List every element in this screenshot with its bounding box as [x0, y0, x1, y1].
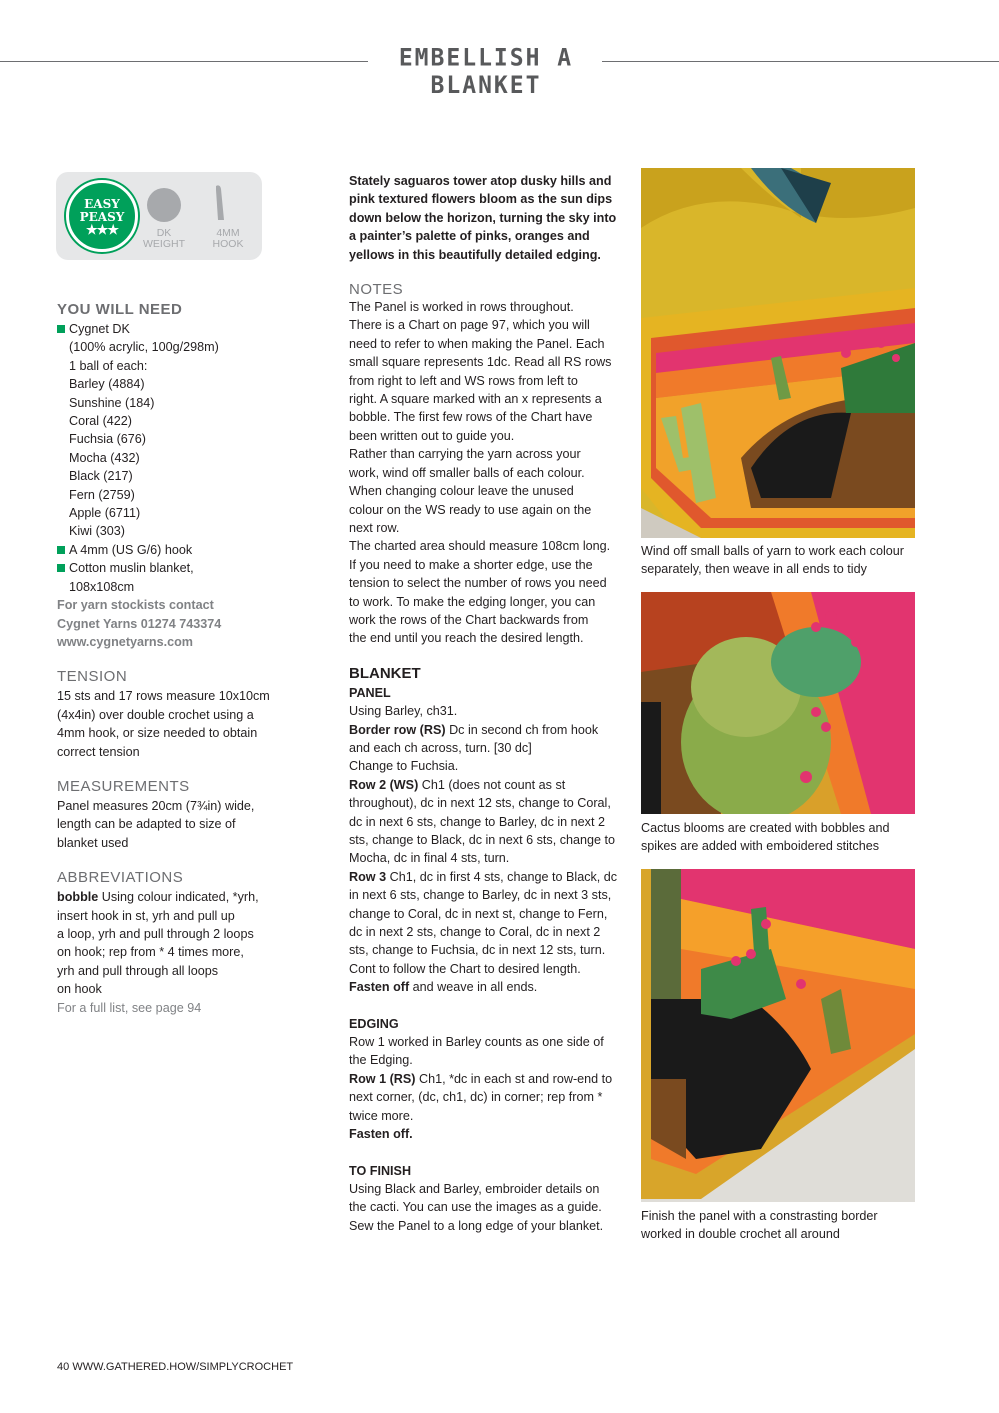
tension-line: 15 sts and 17 rows measure 10x10cm: [57, 689, 270, 704]
caption-line: worked in double crochet all around: [641, 1227, 840, 1242]
panel-line: Using Barley, ch31.: [349, 704, 458, 719]
section-title: EMBELLISH A BLANKET: [398, 44, 574, 100]
to-finish-line: Using Black and Barley, embroider details on: [349, 1181, 600, 1196]
notes-line: right. A square marked with an x represents a: [349, 392, 602, 407]
edging-line: next corner, (dc, ch1, dc) in corner; rep from *: [349, 1090, 603, 1105]
abbreviations-heading: ABBREVIATIONS: [57, 869, 184, 887]
edging-row-1-text: Ch1, *dc in each st and row-end to: [418, 1071, 613, 1086]
tension-line: 4mm hook, or size needed to obtain: [57, 726, 258, 741]
border-row-text: Dc in second ch from hook: [449, 722, 599, 737]
panel-line: Cont to follow the Chart to desired length.: [349, 961, 581, 976]
intro-line: Stately saguaros tower atop dusky hills and: [349, 174, 612, 188]
yarn-detail: Black (217): [69, 469, 133, 484]
footer-url[interactable]: WWW.GATHERED.HOW/SIMPLYCROCHET: [72, 1361, 294, 1373]
yarn-item: [57, 320, 297, 338]
blanket-text: Cotton muslin blanket,: [69, 561, 194, 576]
abbreviation-line: a loop, yrh and pull through 2 loops: [57, 926, 254, 941]
panel-line: sts, change to Fuchsia, dc in next 12 sts, turn.: [349, 943, 606, 958]
bullet-icon: [57, 546, 65, 554]
panel-line: Mocha, dc in final 4 sts, turn.: [349, 851, 510, 866]
blanket-heading: BLANKET: [349, 664, 421, 682]
yarn-detail: Barley (4884): [69, 377, 145, 392]
photo-border: [641, 869, 915, 1202]
edging-heading: EDGING: [349, 1016, 399, 1031]
caption-2: [641, 819, 921, 856]
notes-line: work, wind off smaller balls of each colour.: [349, 465, 585, 480]
notes-line: the end until you reach the desired length.: [349, 631, 584, 646]
panel-heading: PANEL: [349, 685, 391, 700]
edging-line: the Edging.: [349, 1053, 413, 1068]
panel-line: and each ch across, turn. [30 dc]: [349, 740, 532, 755]
notes-line: work the rows of the Chart backwards from: [349, 612, 589, 627]
panel-line: in next 6 sts, change to Barley, dc in next 3 sts,: [349, 888, 612, 903]
stockist-phone: Cygnet Yarns 01274 743374: [57, 616, 222, 631]
row-3-text: Ch1, dc in first 4 sts, change to Black, dc: [389, 869, 618, 884]
yarn-detail: Sunshine (184): [69, 395, 155, 410]
row-2-text: Ch1 (does not count as st: [421, 777, 566, 792]
fasten-off-text: and weave in all ends.: [412, 980, 538, 995]
notes-line: next row.: [349, 520, 400, 535]
row-3: [349, 868, 629, 886]
weight-label: [139, 228, 189, 250]
notes-line: Rather than carrying the yarn across your: [349, 447, 581, 462]
abbreviation-line: on hook; rep from * 4 times more,: [57, 945, 244, 960]
bullet-icon: [57, 564, 65, 572]
page-number: 40: [57, 1361, 70, 1373]
photo-cactus-edge: [641, 168, 915, 538]
row-2: [349, 776, 629, 794]
edging-fasten-off: Fasten off.: [349, 1127, 413, 1142]
notes-line: from right to left and WS rows from left to: [349, 373, 578, 388]
row-2-label: Row 2 (WS): [349, 777, 419, 792]
intro-line: down below the horizon, turning the sky into: [349, 210, 617, 225]
easy-peasy-icon: [66, 180, 138, 252]
yarn-detail: Fern (2759): [69, 487, 135, 502]
photo-cactus-blooms: [641, 592, 915, 814]
panel-line: dc in next 2 sts, change to Coral, dc in next 2: [349, 925, 601, 940]
notes-line: to work. To make the edging longer, you can: [349, 594, 596, 609]
measurements-line: blanket used: [57, 835, 129, 850]
stockist-link[interactable]: www.cygnetyarns.com: [57, 634, 194, 649]
header-rule-left: [0, 61, 368, 62]
measurements-line: Panel measures 20cm (7¾in) wide,: [57, 798, 255, 813]
border-row-label: Border row (RS): [349, 722, 446, 737]
weight-label-1: DK: [156, 227, 172, 239]
you-will-need-heading: YOU WILL NEED: [57, 301, 183, 318]
yarn-detail: Mocha (432): [69, 450, 140, 465]
yarn-detail: (100% acrylic, 100g/298m): [69, 340, 219, 355]
panel-line: change to Coral, dc in next st, change to Fern,: [349, 906, 608, 921]
caption-line: spikes are added with emboidered stitches: [641, 839, 880, 854]
abbreviation-line: yrh and pull through all loops: [57, 963, 219, 978]
hook-label-2: HOOK: [212, 238, 244, 250]
hook-label: [203, 228, 253, 250]
yarn-name: Cygnet DK: [69, 322, 130, 336]
yarn-detail: Kiwi (303): [69, 524, 125, 539]
tension-line: correct tension: [57, 744, 140, 759]
skill-line-2: PEASY: [79, 210, 125, 224]
abbreviation-bobble: [57, 888, 297, 906]
skill-stars: ★★★: [86, 223, 118, 238]
measurements-heading: MEASUREMENTS: [57, 777, 190, 795]
notes-line: tension to select the number of rows you need: [349, 576, 607, 591]
yarn-detail: Coral (422): [69, 414, 132, 429]
measurements-line: length can be adapted to size of: [57, 817, 236, 832]
yarn-detail: Fuchsia (676): [69, 432, 146, 447]
caption-line: separately, then weave in all ends to tidy: [641, 562, 867, 577]
hook-item: [57, 541, 297, 559]
skill-line-1: EASY: [84, 197, 120, 211]
blanket-item: [57, 559, 297, 577]
hook-label-1: 4MM: [216, 227, 240, 239]
left-column: [57, 300, 297, 1017]
intro-text: [349, 172, 629, 264]
abbreviation-line: insert hook in st, yrh and pull up: [57, 908, 235, 923]
caption-line: Finish the panel with a constrasting border: [641, 1209, 878, 1223]
bullet-icon: [57, 325, 65, 333]
hook-text: A 4mm (US G/6) hook: [69, 542, 193, 557]
footer: [57, 1361, 293, 1373]
caption-line: Wind off small balls of yarn to work each colour: [641, 544, 904, 558]
skill-badge: [56, 172, 262, 260]
yarn-ball-icon: [147, 188, 181, 222]
panel-line: Change to Fuchsia.: [349, 759, 459, 774]
notes-line: been written out to guide you.: [349, 428, 515, 443]
edging-line: Row 1 worked in Barley counts as one side of: [349, 1035, 604, 1050]
to-finish-heading: TO FINISH: [349, 1163, 412, 1178]
to-finish-line: Sew the Panel to a long edge of your blanket.: [349, 1218, 604, 1233]
notes-line: If you need to make a shorter edge, use the: [349, 557, 593, 572]
border-row: [349, 721, 629, 739]
fasten-off-label: Fasten off: [349, 980, 410, 995]
notes-line: small square represents 1dc. Read all RS rows: [349, 355, 612, 370]
notes-line: The charted area should measure 108cm long.: [349, 539, 611, 554]
middle-column: [349, 172, 629, 1235]
fasten-off: [349, 978, 629, 996]
notes-line: When changing colour leave the unused: [349, 484, 574, 499]
panel-line: throughout), dc in next 12 sts, change to Coral,: [349, 796, 611, 811]
edging-row-1: [349, 1070, 629, 1088]
notes-line: bobble. The first few rows of the Chart have: [349, 410, 593, 425]
yarn-detail: Apple (6711): [69, 506, 141, 521]
caption-3: [641, 1207, 921, 1244]
header-rule-right: [602, 61, 999, 62]
panel-line: dc in next 6 sts, change to Barley, dc in next 2: [349, 814, 605, 829]
stockist-text: For yarn stockists contact: [57, 598, 214, 613]
to-finish-line: the cacti. You can use the images as a guide.: [349, 1200, 602, 1215]
blanket-size: 108x108cm: [69, 579, 135, 594]
notes-line: colour on the WS ready to use again on the: [349, 502, 592, 517]
edging-row-1-label: Row 1 (RS): [349, 1071, 416, 1086]
notes-heading: NOTES: [349, 281, 404, 299]
caption-1: [641, 542, 921, 579]
notes-line: need to refer to when making the Panel. Each: [349, 336, 605, 351]
intro-line: pink textured flowers bloom as the sun dips: [349, 192, 613, 207]
notes-line: There is a Chart on page 97, which you will: [349, 318, 590, 333]
edging-line: twice more.: [349, 1108, 414, 1123]
tension-line: (4x4in) over double crochet using a: [57, 707, 254, 722]
tension-heading: TENSION: [57, 668, 128, 686]
notes-line: The Panel is worked in rows throughout.: [349, 300, 574, 315]
caption-line: Cactus blooms are created with bobbles and: [641, 821, 890, 835]
crochet-hook-icon: [212, 184, 226, 222]
panel-line: sts, change to Black, dc in next 6 sts, change to: [349, 833, 616, 847]
row-3-label: Row 3: [349, 869, 387, 884]
yarn-detail: 1 ball of each:: [69, 358, 148, 373]
weight-label-2: WEIGHT: [143, 238, 185, 250]
intro-line: a painter’s palette of pinks, oranges and: [349, 229, 590, 244]
intro-line: yellows in this beautifully detailed edging.: [349, 247, 601, 262]
abbreviation-term: bobble: [57, 890, 99, 905]
abbreviation-note: For a full list, see page 94: [57, 1000, 202, 1015]
abbreviation-text: Using colour indicated, *yrh,: [101, 890, 259, 905]
abbreviation-line: on hook: [57, 982, 102, 997]
